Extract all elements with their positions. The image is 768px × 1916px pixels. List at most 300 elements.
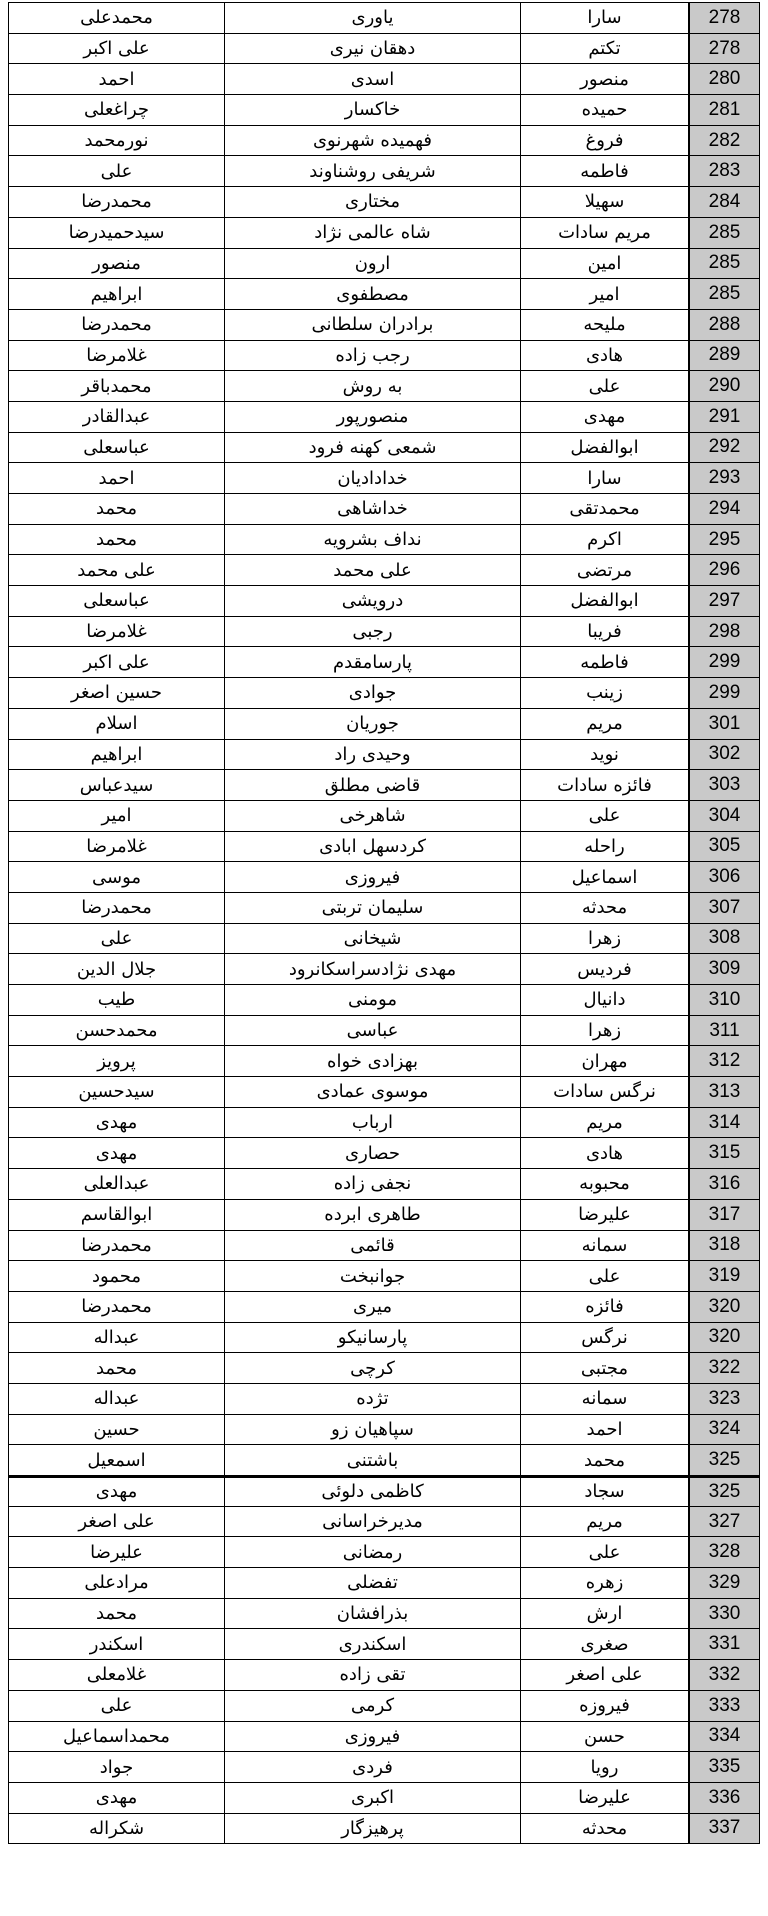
table-row — [8, 832, 760, 863]
table-row — [8, 1231, 760, 1262]
first-name-cell: صغری — [520, 1629, 688, 1659]
table-row — [8, 586, 760, 617]
table-row — [8, 770, 760, 801]
row-number-cell: 285 — [688, 249, 760, 279]
last-name-cell: مختاری — [224, 187, 520, 217]
row-number-cell: 285 — [688, 218, 760, 248]
father-name-cell: ابراهیم — [8, 279, 224, 309]
table-row — [8, 893, 760, 924]
father-name-cell: غلامرضا — [8, 832, 224, 862]
father-name-cell: محمود — [8, 1261, 224, 1291]
table-row — [8, 1568, 760, 1599]
table-row — [8, 1046, 760, 1077]
first-name-cell: مریم — [520, 1108, 688, 1138]
row-number-cell: 320 — [688, 1323, 760, 1353]
table-row — [8, 1353, 760, 1384]
last-name-cell: پارسانیکو — [224, 1323, 520, 1353]
last-name-cell: میری — [224, 1292, 520, 1322]
last-name-cell: طاهری ابرده — [224, 1200, 520, 1230]
table-row — [8, 555, 760, 586]
last-name-cell: پرهیزگار — [224, 1814, 520, 1844]
first-name-cell: زهرا — [520, 924, 688, 954]
row-number-cell: 322 — [688, 1353, 760, 1383]
table-row — [8, 801, 760, 832]
table-row — [8, 1691, 760, 1722]
last-name-cell: مهدی نژادسراسکانرود — [224, 954, 520, 984]
last-name-cell: اسکندری — [224, 1629, 520, 1659]
father-name-cell: ابراهیم — [8, 740, 224, 770]
row-number-cell: 298 — [688, 617, 760, 647]
father-name-cell: عباسعلی — [8, 586, 224, 616]
father-name-cell: غلامرضا — [8, 341, 224, 371]
first-name-cell: فیروزه — [520, 1691, 688, 1721]
last-name-cell: خاکسار — [224, 95, 520, 125]
first-name-cell: مهران — [520, 1046, 688, 1076]
first-name-cell: فائزه — [520, 1292, 688, 1322]
first-name-cell: دانیال — [520, 985, 688, 1015]
last-name-cell: یاوری — [224, 3, 520, 33]
last-name-cell: مدیرخراسانی — [224, 1507, 520, 1537]
row-number-cell: 289 — [688, 341, 760, 371]
father-name-cell: حسین اصغر — [8, 678, 224, 708]
table-row — [8, 678, 760, 709]
row-number-cell: 303 — [688, 770, 760, 800]
first-name-cell: زهرا — [520, 1016, 688, 1046]
table-row — [8, 371, 760, 402]
first-name-cell: مریم سادات — [520, 218, 688, 248]
table-row — [8, 1384, 760, 1415]
father-name-cell: علی اصغر — [8, 1507, 224, 1537]
father-name-cell: شکراله — [8, 1814, 224, 1844]
father-name-cell: محمدرضا — [8, 310, 224, 340]
row-number-cell: 323 — [688, 1384, 760, 1414]
father-name-cell: مهدی — [8, 1478, 224, 1506]
first-name-cell: فائزه سادات — [520, 770, 688, 800]
row-number-cell: 334 — [688, 1722, 760, 1752]
last-name-cell: رجبی — [224, 617, 520, 647]
row-number-cell: 280 — [688, 64, 760, 94]
father-name-cell: جواد — [8, 1752, 224, 1782]
first-name-cell: فروغ — [520, 126, 688, 156]
row-number-cell: 306 — [688, 862, 760, 892]
table-row — [8, 1629, 760, 1660]
father-name-cell: طیب — [8, 985, 224, 1015]
last-name-cell: تژده — [224, 1384, 520, 1414]
father-name-cell: محمد — [8, 494, 224, 524]
row-number-cell: 282 — [688, 126, 760, 156]
last-name-cell: بذرافشان — [224, 1599, 520, 1629]
first-name-cell: ابوالفضل — [520, 433, 688, 463]
last-name-cell: قاضی مطلق — [224, 770, 520, 800]
first-name-cell: مریم — [520, 1507, 688, 1537]
last-name-cell: شیخانی — [224, 924, 520, 954]
row-number-cell: 288 — [688, 310, 760, 340]
table-row — [8, 1108, 760, 1139]
row-number-cell: 335 — [688, 1752, 760, 1782]
last-name-cell: جوریان — [224, 709, 520, 739]
last-name-cell: کرچی — [224, 1353, 520, 1383]
last-name-cell: اکبری — [224, 1783, 520, 1813]
first-name-cell: ارش — [520, 1599, 688, 1629]
father-name-cell: حسین — [8, 1415, 224, 1445]
first-name-cell: علیرضا — [520, 1200, 688, 1230]
last-name-cell: به روش — [224, 371, 520, 401]
row-number-cell: 325 — [688, 1478, 760, 1506]
first-name-cell: محدثه — [520, 1814, 688, 1844]
row-number-cell: 310 — [688, 985, 760, 1015]
father-name-cell: موسی — [8, 862, 224, 892]
table-row — [8, 1169, 760, 1200]
row-number-cell: 330 — [688, 1599, 760, 1629]
first-name-cell: نرگس — [520, 1323, 688, 1353]
father-name-cell: علی — [8, 156, 224, 186]
first-name-cell: محمد — [520, 1445, 688, 1475]
father-name-cell: محمد — [8, 525, 224, 555]
results-table — [8, 2, 760, 1844]
row-number-cell: 284 — [688, 187, 760, 217]
first-name-cell: راحله — [520, 832, 688, 862]
last-name-cell: موسوی عمادی — [224, 1077, 520, 1107]
last-name-cell: پارسامقدم — [224, 647, 520, 677]
row-number-cell: 304 — [688, 801, 760, 831]
last-name-cell: تفضلی — [224, 1568, 520, 1598]
father-name-cell: علی اکبر — [8, 647, 224, 677]
father-name-cell: منصور — [8, 249, 224, 279]
father-name-cell: علی — [8, 1691, 224, 1721]
table-row — [8, 740, 760, 771]
first-name-cell: منصور — [520, 64, 688, 94]
father-name-cell: محمدحسن — [8, 1016, 224, 1046]
last-name-cell: فهمیده شهرنوی — [224, 126, 520, 156]
first-name-cell: حسن — [520, 1722, 688, 1752]
row-number-cell: 325 — [688, 1445, 760, 1475]
table-row — [8, 924, 760, 955]
last-name-cell: بهزادی خواه — [224, 1046, 520, 1076]
row-number-cell: 299 — [688, 678, 760, 708]
first-name-cell: هادی — [520, 1138, 688, 1168]
last-name-cell: حصاری — [224, 1138, 520, 1168]
last-name-cell: فیروزی — [224, 1722, 520, 1752]
first-name-cell: فردیس — [520, 954, 688, 984]
table-row — [8, 862, 760, 893]
table-row — [8, 279, 760, 310]
last-name-cell: علی محمد — [224, 555, 520, 585]
father-name-cell: محمدرضا — [8, 187, 224, 217]
row-number-cell: 329 — [688, 1568, 760, 1598]
table-row — [8, 1261, 760, 1292]
father-name-cell: علی — [8, 924, 224, 954]
first-name-cell: فاطمه — [520, 647, 688, 677]
first-name-cell: نرگس سادات — [520, 1077, 688, 1107]
table-row — [8, 954, 760, 985]
father-name-cell: محمدعلی — [8, 3, 224, 33]
father-name-cell: سیدحمیدرضا — [8, 218, 224, 248]
row-number-cell: 319 — [688, 1261, 760, 1291]
row-number-cell: 285 — [688, 279, 760, 309]
last-name-cell: شریفی روشناوند — [224, 156, 520, 186]
first-name-cell: مهدی — [520, 402, 688, 432]
first-name-cell: امیر — [520, 279, 688, 309]
father-name-cell: عبدالقادر — [8, 402, 224, 432]
row-number-cell: 333 — [688, 1691, 760, 1721]
first-name-cell: اسماعیل — [520, 862, 688, 892]
father-name-cell: اسمعیل — [8, 1445, 224, 1475]
row-number-cell: 309 — [688, 954, 760, 984]
father-name-cell: سیدعباس — [8, 770, 224, 800]
last-name-cell: نداف بشرویه — [224, 525, 520, 555]
row-number-cell: 337 — [688, 1814, 760, 1844]
row-number-cell: 299 — [688, 647, 760, 677]
last-name-cell: ارون — [224, 249, 520, 279]
father-name-cell: نورمحمد — [8, 126, 224, 156]
father-name-cell: علی محمد — [8, 555, 224, 585]
table-row — [8, 1292, 760, 1323]
father-name-cell: اسلام — [8, 709, 224, 739]
first-name-cell: علی — [520, 801, 688, 831]
father-name-cell: محمدباقر — [8, 371, 224, 401]
last-name-cell: قائمی — [224, 1231, 520, 1261]
last-name-cell: منصورپور — [224, 402, 520, 432]
father-name-cell: علیرضا — [8, 1537, 224, 1567]
table-row — [8, 34, 760, 65]
table-row — [8, 64, 760, 95]
table-row — [8, 187, 760, 218]
table-row — [8, 1415, 760, 1446]
father-name-cell: سیدحسین — [8, 1077, 224, 1107]
father-name-cell: عبدالعلی — [8, 1169, 224, 1199]
last-name-cell: سپاهیان زو — [224, 1415, 520, 1445]
first-name-cell: علی — [520, 1537, 688, 1567]
last-name-cell: مومنی — [224, 985, 520, 1015]
row-number-cell: 313 — [688, 1077, 760, 1107]
row-number-cell: 305 — [688, 832, 760, 862]
row-number-cell: 293 — [688, 463, 760, 493]
last-name-cell: اسدی — [224, 64, 520, 94]
first-name-cell: محمدتقی — [520, 494, 688, 524]
table-row — [8, 218, 760, 249]
father-name-cell: عبداله — [8, 1384, 224, 1414]
last-name-cell: شاهرخی — [224, 801, 520, 831]
last-name-cell: رمضانی — [224, 1537, 520, 1567]
table-row — [8, 95, 760, 126]
row-number-cell: 318 — [688, 1231, 760, 1261]
table-row — [8, 1599, 760, 1630]
row-number-cell: 324 — [688, 1415, 760, 1445]
first-name-cell: محدثه — [520, 893, 688, 923]
father-name-cell: مرادعلی — [8, 1568, 224, 1598]
table-row — [8, 494, 760, 525]
father-name-cell: عبداله — [8, 1323, 224, 1353]
table-row — [8, 341, 760, 372]
last-name-cell: جوانبخت — [224, 1261, 520, 1291]
last-name-cell: وحیدی راد — [224, 740, 520, 770]
table-row — [8, 1323, 760, 1354]
last-name-cell: کاظمی دلوئی — [224, 1478, 520, 1506]
row-number-cell: 296 — [688, 555, 760, 585]
first-name-cell: مرتضی — [520, 555, 688, 585]
last-name-cell: ارباب — [224, 1108, 520, 1138]
last-name-cell: عباسی — [224, 1016, 520, 1046]
first-name-cell: سارا — [520, 3, 688, 33]
last-name-cell: باشتنی — [224, 1445, 520, 1475]
row-number-cell: 314 — [688, 1108, 760, 1138]
row-number-cell: 308 — [688, 924, 760, 954]
table-row — [8, 402, 760, 433]
table-row — [8, 617, 760, 648]
table-row — [8, 156, 760, 187]
father-name-cell: محمد — [8, 1353, 224, 1383]
row-number-cell: 278 — [688, 3, 760, 33]
father-name-cell: پرویز — [8, 1046, 224, 1076]
row-number-cell: 311 — [688, 1016, 760, 1046]
table-row — [8, 249, 760, 280]
last-name-cell: نجفی زاده — [224, 1169, 520, 1199]
row-number-cell: 301 — [688, 709, 760, 739]
row-number-cell: 292 — [688, 433, 760, 463]
first-name-cell: مجتبی — [520, 1353, 688, 1383]
table-row — [8, 1722, 760, 1753]
row-number-cell: 290 — [688, 371, 760, 401]
first-name-cell: امین — [520, 249, 688, 279]
last-name-cell: برادران سلطانی — [224, 310, 520, 340]
table-row — [8, 433, 760, 464]
father-name-cell: احمد — [8, 463, 224, 493]
row-number-cell: 331 — [688, 1629, 760, 1659]
table-row — [8, 1537, 760, 1568]
father-name-cell: محمداسماعیل — [8, 1722, 224, 1752]
row-number-cell: 291 — [688, 402, 760, 432]
last-name-cell: جوادی — [224, 678, 520, 708]
first-name-cell: اکرم — [520, 525, 688, 555]
table-row — [8, 1016, 760, 1047]
father-name-cell: علی اکبر — [8, 34, 224, 64]
row-number-cell: 315 — [688, 1138, 760, 1168]
father-name-cell: مهدی — [8, 1138, 224, 1168]
row-number-cell: 283 — [688, 156, 760, 186]
table-row — [8, 709, 760, 740]
row-number-cell: 336 — [688, 1783, 760, 1813]
first-name-cell: سمانه — [520, 1384, 688, 1414]
first-name-cell: سجاد — [520, 1478, 688, 1506]
row-number-cell: 294 — [688, 494, 760, 524]
father-name-cell: احمد — [8, 64, 224, 94]
last-name-cell: تقی زاده — [224, 1660, 520, 1690]
first-name-cell: نوید — [520, 740, 688, 770]
row-number-cell: 320 — [688, 1292, 760, 1322]
table-row — [8, 1200, 760, 1231]
last-name-cell: رجب زاده — [224, 341, 520, 371]
table-row — [8, 647, 760, 678]
row-number-cell: 327 — [688, 1507, 760, 1537]
first-name-cell: ملیحه — [520, 310, 688, 340]
table-row — [8, 126, 760, 157]
father-name-cell: اسکندر — [8, 1629, 224, 1659]
table-row — [8, 1752, 760, 1783]
first-name-cell: سمانه — [520, 1231, 688, 1261]
first-name-cell: علی — [520, 1261, 688, 1291]
last-name-cell: کردسهل ابادی — [224, 832, 520, 862]
father-name-cell: غلامعلی — [8, 1660, 224, 1690]
table-row — [8, 1783, 760, 1814]
last-name-cell: خداشاهی — [224, 494, 520, 524]
row-number-cell: 302 — [688, 740, 760, 770]
father-name-cell: محمدرضا — [8, 893, 224, 923]
father-name-cell: مهدی — [8, 1108, 224, 1138]
first-name-cell: سهیلا — [520, 187, 688, 217]
last-name-cell: مصطفوی — [224, 279, 520, 309]
father-name-cell: ابوالقاسم — [8, 1200, 224, 1230]
first-name-cell: علیرضا — [520, 1783, 688, 1813]
row-number-cell: 312 — [688, 1046, 760, 1076]
first-name-cell: زینب — [520, 678, 688, 708]
table-row — [8, 310, 760, 341]
last-name-cell: کرمی — [224, 1691, 520, 1721]
table-row — [8, 985, 760, 1016]
last-name-cell: فیروزی — [224, 862, 520, 892]
first-name-cell: فریبا — [520, 617, 688, 647]
row-number-cell: 317 — [688, 1200, 760, 1230]
table-row — [8, 1507, 760, 1538]
first-name-cell: مریم — [520, 709, 688, 739]
row-number-cell: 297 — [688, 586, 760, 616]
first-name-cell: علی اصغر — [520, 1660, 688, 1690]
first-name-cell: هادی — [520, 341, 688, 371]
row-number-cell: 278 — [688, 34, 760, 64]
father-name-cell: محمدرضا — [8, 1292, 224, 1322]
last-name-cell: درویشی — [224, 586, 520, 616]
table-row — [8, 1445, 760, 1476]
last-name-cell: سلیمان تربتی — [224, 893, 520, 923]
first-name-cell: حمیده — [520, 95, 688, 125]
table-row — [8, 525, 760, 556]
first-name-cell: رویا — [520, 1752, 688, 1782]
table-row — [8, 1077, 760, 1108]
father-name-cell: غلامرضا — [8, 617, 224, 647]
row-number-cell: 307 — [688, 893, 760, 923]
row-number-cell: 295 — [688, 525, 760, 555]
first-name-cell: تکتم — [520, 34, 688, 64]
father-name-cell: مهدی — [8, 1783, 224, 1813]
first-name-cell: سارا — [520, 463, 688, 493]
last-name-cell: شمعی کهنه فرود — [224, 433, 520, 463]
father-name-cell: عباسعلی — [8, 433, 224, 463]
father-name-cell: محمدرضا — [8, 1231, 224, 1261]
row-number-cell: 332 — [688, 1660, 760, 1690]
first-name-cell: احمد — [520, 1415, 688, 1445]
first-name-cell: محبوبه — [520, 1169, 688, 1199]
table-row — [8, 1814, 760, 1845]
table-row — [8, 463, 760, 494]
table-row — [8, 1660, 760, 1691]
first-name-cell: زهره — [520, 1568, 688, 1598]
father-name-cell: جلال الدین — [8, 954, 224, 984]
row-number-cell: 316 — [688, 1169, 760, 1199]
table-row — [8, 1138, 760, 1169]
first-name-cell: فاطمه — [520, 156, 688, 186]
last-name-cell: خدادادیان — [224, 463, 520, 493]
father-name-cell: چراغعلی — [8, 95, 224, 125]
first-name-cell: علی — [520, 371, 688, 401]
row-number-cell: 281 — [688, 95, 760, 125]
last-name-cell: فردی — [224, 1752, 520, 1782]
first-name-cell: ابوالفضل — [520, 586, 688, 616]
last-name-cell: شاه عالمی نژاد — [224, 218, 520, 248]
table-row — [8, 3, 760, 34]
last-name-cell: دهقان نیری — [224, 34, 520, 64]
father-name-cell: محمد — [8, 1599, 224, 1629]
row-number-cell: 328 — [688, 1537, 760, 1567]
father-name-cell: امیر — [8, 801, 224, 831]
